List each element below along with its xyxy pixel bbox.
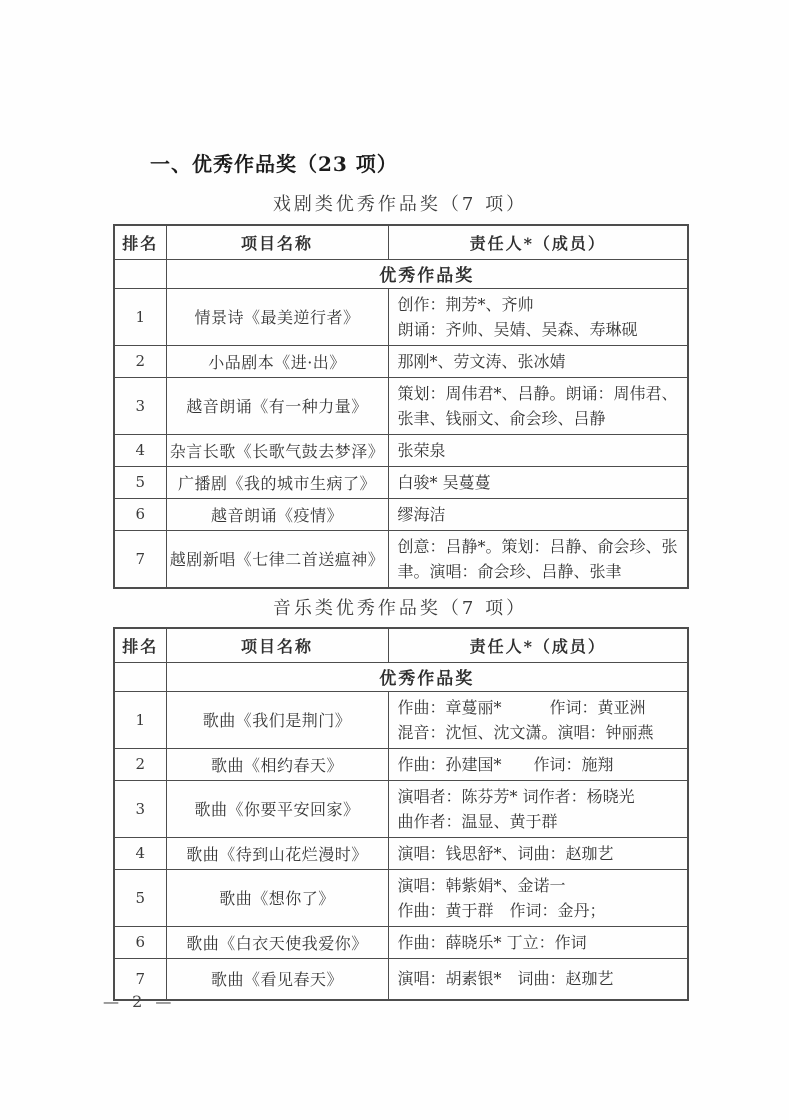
people-cell: 创意：吕静*。策划：吕静、俞会珍、张聿。演唱：俞会珍、吕静、张聿 — [388, 530, 688, 588]
table-row — [114, 530, 688, 588]
project-cell: 广播剧《我的城市生病了》 — [166, 466, 388, 498]
people-cell: 创作：荆芳*、齐帅 朗诵：齐帅、吴婧、吴森、寿琳砚 — [388, 288, 688, 345]
empty-rank-cell — [114, 259, 166, 288]
header-responsible: 责任人*（成员） — [388, 225, 688, 259]
project-cell: 情景诗《最美逆行者》 — [166, 288, 388, 345]
drama-table-caption: 戏剧类优秀作品奖（7 项） — [272, 194, 528, 215]
rank-cell: 7 — [114, 958, 166, 1000]
page-title: 一、优秀作品奖（23 项） — [150, 152, 398, 176]
people-cell: 作曲：薛晓乐* 丁立：作词 — [388, 926, 688, 958]
header-project-name: 项目名称 — [166, 628, 388, 662]
people-cell: 策划：周伟君*、吕静。朗诵：周伟君、张聿、钱丽文、俞会珍、吕静 — [388, 377, 688, 434]
people-cell: 演唱：钱思舒*、词曲：赵珈艺 — [388, 837, 688, 869]
drama-awards-table — [113, 224, 687, 589]
people-cell: 演唱：胡素银* 词曲：赵珈艺 — [388, 958, 688, 1000]
header-responsible: 责任人*（成员） — [388, 628, 688, 662]
people-cell: 张荣泉 — [388, 434, 688, 466]
rank-cell: 6 — [114, 926, 166, 958]
music-table-caption: 音乐类优秀作品奖（7 项） — [272, 598, 528, 619]
people-cell: 那刚*、劳文涛、张冰婧 — [388, 345, 688, 377]
project-cell: 歌曲《白衣天使我爱你》 — [166, 926, 388, 958]
header-project-name: 项目名称 — [166, 225, 388, 259]
people-cell: 作曲：章蔓丽* 作词：黄亚洲 混音：沈恒、沈文潇。演唱：钟丽燕 — [388, 691, 688, 748]
table-row — [114, 837, 688, 869]
rank-cell: 5 — [114, 869, 166, 926]
table-row — [114, 434, 688, 466]
rank-cell: 3 — [114, 780, 166, 837]
rank-cell: 2 — [114, 345, 166, 377]
people-cell: 作曲：孙建国* 作词：施翔 — [388, 748, 688, 780]
rank-cell: 1 — [114, 691, 166, 748]
table-row — [114, 288, 688, 345]
award-category-row — [114, 259, 688, 288]
project-cell: 越音朗诵《疫情》 — [166, 498, 388, 530]
table-row — [114, 780, 688, 837]
rank-cell: 4 — [114, 837, 166, 869]
table-row — [114, 377, 688, 434]
table-row — [114, 748, 688, 780]
table-row — [114, 869, 688, 926]
award-category-label: 优秀作品奖 — [166, 259, 688, 288]
rank-cell: 3 — [114, 377, 166, 434]
rank-cell: 7 — [114, 530, 166, 588]
project-cell: 越剧新唱《七律二首送瘟神》 — [166, 530, 388, 588]
project-cell: 歌曲《待到山花烂漫时》 — [166, 837, 388, 869]
rank-cell: 2 — [114, 748, 166, 780]
rank-cell: 5 — [114, 466, 166, 498]
empty-rank-cell — [114, 662, 166, 691]
project-cell: 歌曲《我们是荆门》 — [166, 691, 388, 748]
project-cell: 小品剧本《进·出》 — [166, 345, 388, 377]
table-row — [114, 466, 688, 498]
music-awards-table — [113, 627, 687, 1001]
header-rank: 排名 — [114, 628, 166, 662]
project-cell: 歌曲《你要平安回家》 — [166, 780, 388, 837]
rank-cell: 1 — [114, 288, 166, 345]
page-number: — 2 — — [103, 992, 176, 1011]
project-cell: 歌曲《看见春天》 — [166, 958, 388, 1000]
table-row — [114, 926, 688, 958]
rank-cell: 6 — [114, 498, 166, 530]
table-row — [114, 691, 688, 748]
project-cell: 歌曲《相约春天》 — [166, 748, 388, 780]
drama-header-row — [114, 225, 688, 259]
table-row — [114, 498, 688, 530]
project-cell: 杂言长歌《长歌气鼓去梦泽》 — [166, 434, 388, 466]
project-cell: 越音朗诵《有一种力量》 — [166, 377, 388, 434]
award-category-label: 优秀作品奖 — [166, 662, 688, 691]
people-cell: 演唱：韩紫娟*、金诺一 作曲：黄于群 作词：金丹； — [388, 869, 688, 926]
rank-cell: 4 — [114, 434, 166, 466]
people-cell: 缪海洁 — [388, 498, 688, 530]
header-rank: 排名 — [114, 225, 166, 259]
project-cell: 歌曲《想你了》 — [166, 869, 388, 926]
award-category-row — [114, 662, 688, 691]
table-row — [114, 958, 688, 1000]
music-header-row — [114, 628, 688, 662]
table-row — [114, 345, 688, 377]
people-cell: 演唱者：陈芬芳* 词作者：杨晓光 曲作者：温显、黄于群 — [388, 780, 688, 837]
people-cell: 白骏* 吴蔓蔓 — [388, 466, 688, 498]
